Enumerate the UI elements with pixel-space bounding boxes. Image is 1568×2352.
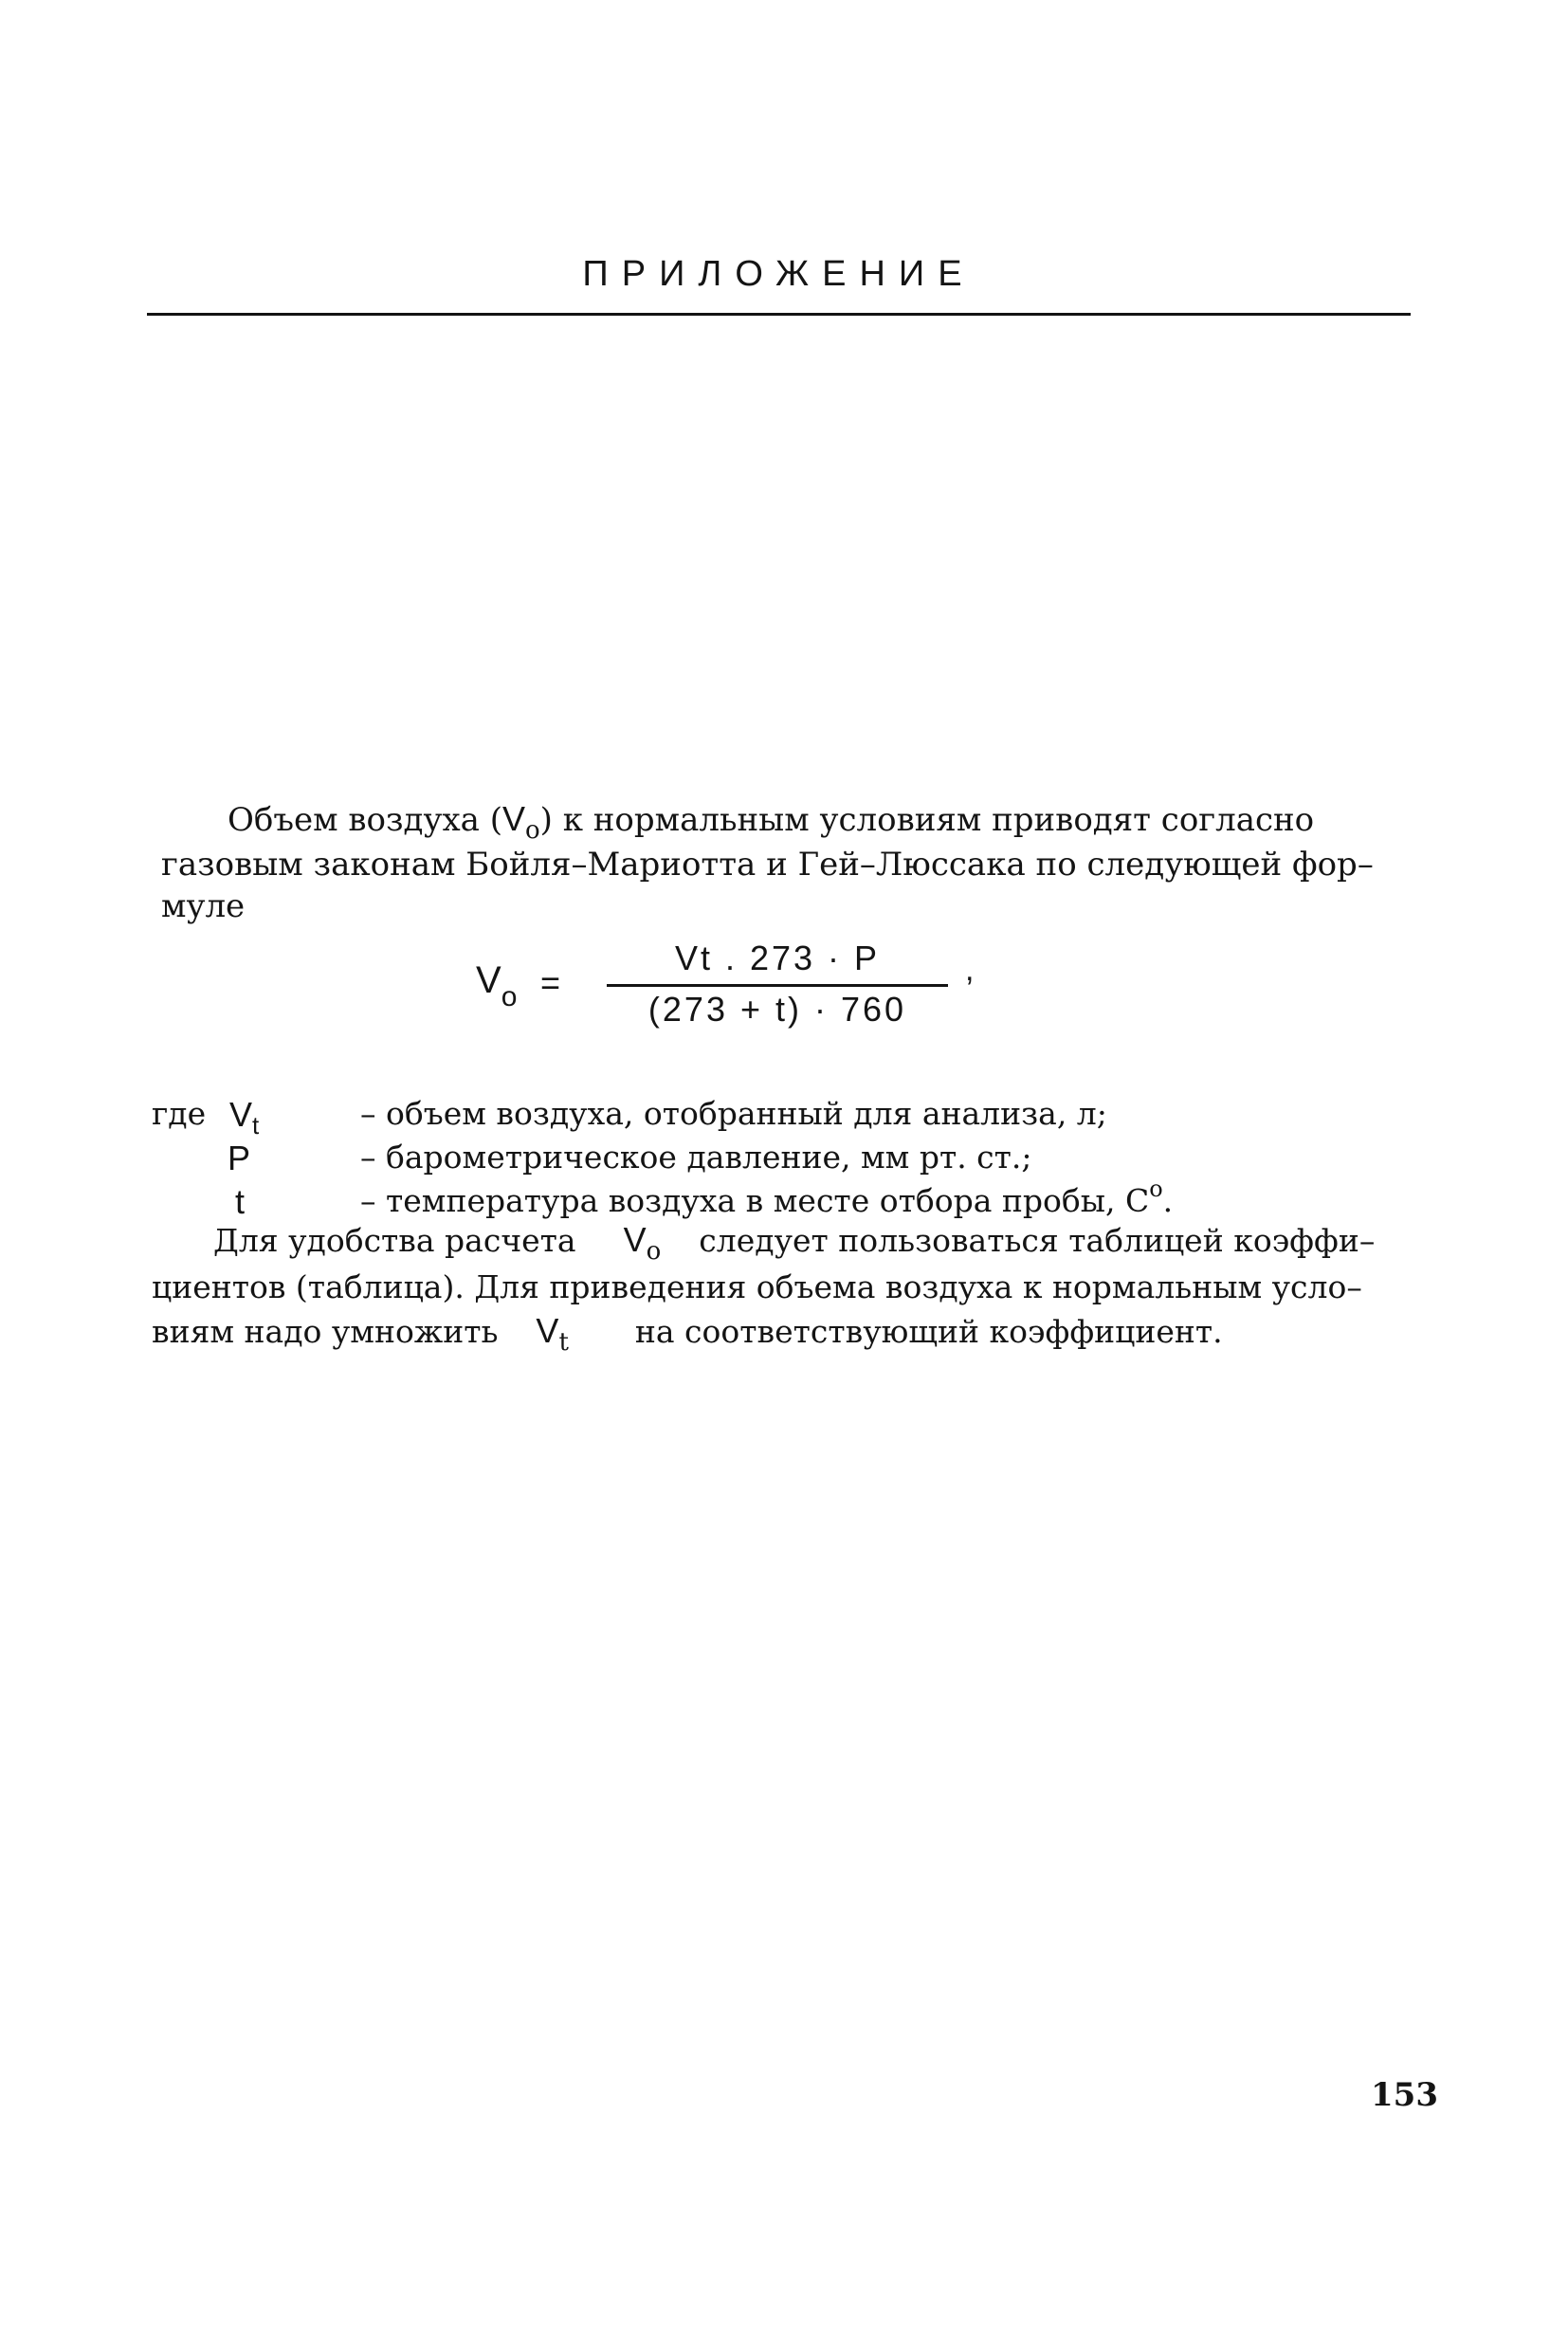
fraction-bar (607, 984, 948, 987)
intro-text: ) к нормальным условиям приводят согласно (539, 801, 1315, 839)
calc-text: Для удобства расчета (213, 1222, 576, 1259)
intro-line-1 (161, 798, 1384, 844)
definition-row (152, 1139, 1384, 1182)
definition-row (152, 1095, 1384, 1139)
formula-lhs-symbol: V (476, 959, 501, 1001)
definition-text-part: . (1162, 1182, 1174, 1219)
symbol-subscript: t (252, 1111, 260, 1140)
formula-numerator: Vt . 273 · P (674, 939, 881, 977)
definition-text: – объем воздуха, отобранный для анализа, л; (360, 1095, 1107, 1132)
definition-symbol (229, 1095, 260, 1140)
calc-line-3 (152, 1309, 1413, 1357)
formula-denominator: (273 + t) · 760 (647, 990, 907, 1029)
calc-text: следует пользоваться таблицей коэффи– (699, 1222, 1376, 1259)
formula-lhs (476, 959, 518, 1012)
page-heading: ПРИЛОЖЕНИЕ (582, 254, 975, 294)
formula (465, 939, 1071, 1043)
definition-text-part: – температура воздуха в месте отбора пробы, C (360, 1182, 1150, 1219)
volume-symbol: V (623, 1220, 647, 1259)
symbol-letter: V (229, 1095, 253, 1134)
formula-comma: , (965, 952, 975, 988)
volume-subscript: t (558, 1328, 569, 1357)
formula-fraction (607, 939, 948, 1043)
definitions-list (152, 1095, 1384, 1226)
formula-equals: = (540, 963, 561, 1002)
degree-superscript: o (1149, 1176, 1163, 1202)
definition-label: где (152, 1095, 207, 1132)
definition-symbol: P (228, 1139, 251, 1177)
calculation-paragraph (152, 1218, 1413, 1357)
calc-text: виям надо умножить (152, 1313, 499, 1350)
calc-line-2: циентов (таблица). Для приведения объема воздуха к нормальным усло– (152, 1268, 1362, 1305)
heading-rule (147, 313, 1411, 316)
volume-symbol: V (501, 799, 525, 838)
page-number: 153 (1371, 2076, 1438, 2114)
calc-text: на соответствующий коэффициент. (634, 1313, 1223, 1350)
intro-line-2: газовым законам Бойля–Мариотта и Гей–Люссака по следующей фор– (161, 846, 1374, 884)
volume-symbol: V (536, 1311, 559, 1350)
intro-paragraph (161, 798, 1384, 927)
formula-lhs-subscript: o (501, 981, 518, 1012)
definition-text: – барометрическое давление, мм рт. ст.; (360, 1139, 1032, 1176)
volume-subscript: o (646, 1237, 662, 1266)
intro-text: Объем воздуха ( (228, 801, 502, 839)
intro-line-3: муле (161, 887, 246, 925)
calc-line-1 (152, 1218, 1413, 1266)
definition-text (360, 1176, 1174, 1219)
definition-symbol: t (235, 1182, 246, 1221)
volume-subscript: o (524, 816, 540, 845)
